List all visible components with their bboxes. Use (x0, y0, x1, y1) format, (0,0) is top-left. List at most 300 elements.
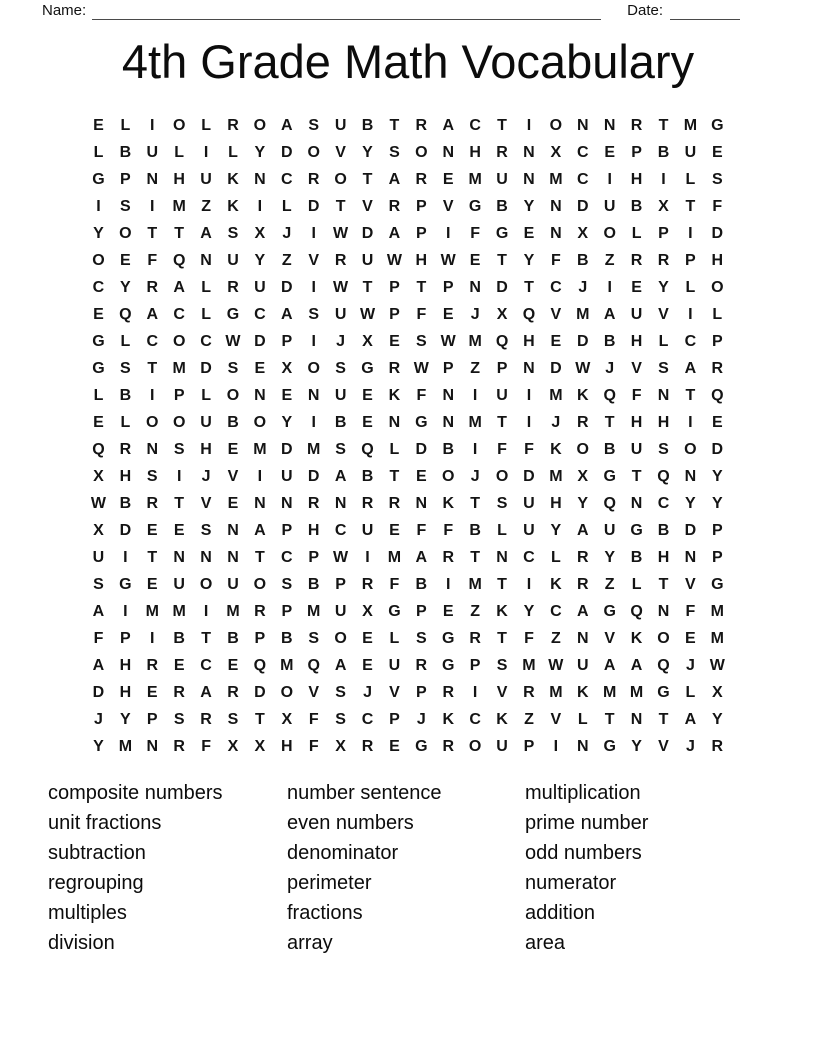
grid-letter: R (523, 684, 535, 701)
grid-letter: X (93, 522, 104, 539)
grid-letter: J (363, 684, 372, 701)
grid-letter: S (335, 360, 346, 377)
grid-letter: D (254, 333, 266, 350)
grid-letter: I (123, 603, 128, 620)
grid-letter: S (308, 630, 320, 647)
grid-letter: Q (495, 333, 509, 350)
grid-letter: N (442, 387, 455, 404)
grid-letter: S (227, 711, 239, 728)
grid-letter: T (524, 279, 534, 296)
grid-letter: W (359, 306, 376, 323)
grid-letter: Y (685, 495, 696, 512)
grid-letter: U (496, 738, 508, 755)
grid-letter: P (120, 171, 131, 188)
grid-letter: P (631, 144, 642, 161)
grid-letter: Y (631, 738, 642, 755)
grid-letter: I (150, 198, 155, 215)
grid-letter: Q (657, 468, 670, 485)
grid-letter: E (93, 117, 104, 134)
grid-letter: I (446, 576, 451, 593)
grid-letter: N (550, 198, 562, 215)
grid-letter: O (92, 252, 105, 269)
grid-letter: F (308, 738, 319, 755)
grid-letter: P (711, 333, 723, 350)
grid-letter: N (523, 171, 535, 188)
grid-letter: G (603, 738, 616, 755)
grid-letter: P (281, 333, 293, 350)
grid-letter: F (147, 252, 158, 269)
grid-letter: T (147, 549, 158, 566)
grid-letter: Z (604, 252, 615, 269)
grid-letter: W (333, 279, 349, 296)
grid-letter: P (523, 738, 535, 755)
grid-letter: C (361, 711, 374, 728)
grid-letter: N (146, 738, 159, 755)
grid-letter: U (603, 522, 616, 539)
grid-letter: D (307, 468, 320, 485)
grid-letter: M (118, 738, 133, 755)
grid-letter: I (607, 171, 612, 188)
grid-letter: F (685, 603, 696, 620)
grid-letter: E (711, 414, 723, 431)
grid-letter: P (281, 603, 293, 620)
grid-letter: L (685, 684, 696, 701)
word-list-item: regrouping (48, 871, 144, 894)
grid-letter: V (604, 630, 615, 647)
grid-letter: L (120, 333, 131, 350)
grid-letter: Z (524, 711, 534, 728)
grid-letter: P (496, 360, 508, 377)
grid-letter: G (442, 657, 455, 674)
grid-letter: B (227, 414, 239, 431)
grid-letter: Y (523, 603, 535, 620)
grid-letter: B (281, 630, 293, 647)
grid-letter: H (415, 252, 428, 269)
date-label: Date: (627, 2, 663, 19)
grid-letter: T (416, 279, 427, 296)
grid-letter: P (658, 225, 669, 242)
grid-letter: J (551, 414, 561, 431)
grid-letter: D (307, 198, 320, 215)
grid-letter: U (630, 441, 643, 458)
grid-row (85, 706, 731, 733)
grid-letter: P (685, 252, 696, 269)
grid-letter: E (415, 468, 427, 485)
grid-letter: W (440, 252, 456, 269)
grid-letter: R (146, 657, 159, 674)
grid-letter: U (684, 144, 697, 161)
grid-letter: T (497, 414, 507, 431)
grid-letter: U (227, 252, 239, 269)
grid-letter: E (146, 576, 158, 593)
grid-letter: H (469, 144, 481, 161)
grid-letter: E (120, 252, 131, 269)
grid-letter: O (415, 144, 428, 161)
grid-letter: T (470, 495, 481, 512)
grid-letter: V (658, 306, 669, 323)
word-list-item: perimeter (287, 871, 372, 894)
grid-letter: S (335, 711, 346, 728)
grid-letter: R (146, 495, 159, 512)
grid-letter: M (468, 576, 482, 593)
grid-row (85, 166, 731, 193)
grid-letter: H (657, 414, 670, 431)
grid-letter: A (684, 360, 697, 377)
grid-letter: Y (93, 738, 104, 755)
grid-letter: I (526, 414, 532, 431)
grid-letter: I (150, 387, 155, 404)
grid-letter: B (361, 117, 374, 134)
grid-letter: R (576, 549, 589, 566)
grid-letter: O (172, 333, 186, 350)
grid-letter: X (93, 468, 104, 485)
grid-letter: E (173, 522, 185, 539)
grid-letter: E (362, 387, 373, 404)
grid-letter: E (227, 657, 239, 674)
grid-letter: S (335, 684, 346, 701)
grid-letter: O (172, 117, 186, 134)
grid-letter: G (226, 306, 240, 323)
grid-letter: S (227, 225, 239, 242)
grid-letter: P (120, 630, 131, 647)
grid-letter: E (604, 144, 615, 161)
grid-letter: V (389, 684, 400, 701)
grid-letter: X (362, 333, 373, 350)
grid-letter: D (281, 279, 293, 296)
grid-letter: L (389, 630, 400, 647)
grid-letter: O (307, 360, 320, 377)
grid-letter: U (200, 171, 212, 188)
grid-letter: D (576, 198, 589, 215)
grid-letter: V (308, 684, 320, 701)
grid-letter: C (469, 117, 481, 134)
grid-letter: R (227, 117, 239, 134)
grid-letter: Y (604, 549, 615, 566)
grid-letter: P (442, 360, 454, 377)
grid-letter: O (146, 414, 159, 431)
grid-letter: O (253, 117, 267, 134)
grid-letter: J (685, 657, 695, 674)
grid-letter: I (123, 549, 128, 566)
grid-letter: U (281, 468, 293, 485)
grid-letter: O (684, 441, 697, 458)
grid-letter: I (607, 279, 612, 296)
grid-letter: W (440, 333, 456, 350)
grid-letter: R (227, 684, 239, 701)
grid-letter: X (362, 603, 373, 620)
grid-letter: G (711, 117, 724, 134)
grid-letter: T (389, 468, 400, 485)
grid-letter: W (548, 657, 564, 674)
grid-letter: R (576, 414, 589, 431)
grid-letter: N (684, 549, 697, 566)
grid-letter: C (469, 711, 481, 728)
grid-letter: M (683, 117, 698, 134)
grid-row (85, 193, 731, 220)
grid-letter: U (334, 306, 347, 323)
grid-letter: V (658, 738, 669, 755)
grid-letter: U (630, 306, 643, 323)
grid-letter: L (228, 144, 238, 161)
grid-letter: E (227, 441, 239, 458)
grid-letter: L (120, 414, 131, 431)
grid-letter: L (631, 225, 642, 242)
grid-letter: Z (201, 198, 211, 215)
grid-letter: F (443, 522, 454, 539)
grid-letter: P (173, 387, 185, 404)
grid-letter: N (173, 549, 185, 566)
word-list-item: subtraction (48, 841, 146, 864)
grid-letter: I (472, 684, 478, 701)
grid-letter: S (173, 441, 185, 458)
grid-letter: T (174, 225, 185, 242)
grid-row (85, 301, 731, 328)
grid-letter: E (685, 630, 696, 647)
grid-letter: E (442, 171, 454, 188)
grid-letter: U (173, 576, 185, 593)
grid-letter: K (442, 495, 455, 512)
grid-letter: X (254, 225, 266, 242)
grid-letter: Z (550, 630, 561, 647)
word-list-item: even numbers (287, 811, 414, 834)
grid-letter: B (442, 441, 455, 458)
grid-letter: S (496, 657, 508, 674)
grid-letter: J (336, 333, 346, 350)
word-list-item: array (287, 931, 333, 954)
grid-letter: Y (523, 198, 535, 215)
grid-row (85, 355, 731, 382)
grid-letter: V (496, 684, 508, 701)
grid-letter: H (630, 171, 643, 188)
grid-letter: R (711, 360, 724, 377)
grid-letter: N (281, 495, 293, 512)
grid-letter: F (201, 738, 211, 755)
grid-letter: R (361, 738, 374, 755)
grid-letter: O (468, 738, 482, 755)
grid-letter: N (657, 603, 670, 620)
grid-letter: O (172, 414, 186, 431)
grid-letter: D (281, 144, 293, 161)
grid-letter: M (468, 171, 482, 188)
grid-letter: O (603, 225, 616, 242)
grid-letter: M (549, 171, 563, 188)
grid-letter: E (523, 225, 535, 242)
grid-letter: P (281, 522, 293, 539)
grid-row (85, 247, 731, 274)
grid-letter: Q (711, 387, 724, 404)
grid-letter: X (658, 198, 669, 215)
grid-letter: B (630, 549, 643, 566)
grid-letter: N (388, 414, 401, 431)
grid-letter: G (495, 225, 509, 242)
grid-letter: T (362, 279, 373, 296)
grid-letter: P (389, 711, 400, 728)
grid-letter: T (174, 495, 185, 512)
grid-letter: J (470, 306, 480, 323)
grid-letter: P (415, 198, 427, 215)
grid-letter: C (254, 306, 266, 323)
grid-letter: X (281, 360, 293, 377)
grid-letter: E (93, 306, 104, 323)
grid-letter: C (550, 279, 562, 296)
word-list-item: addition (525, 901, 596, 924)
grid-letter: I (553, 738, 559, 755)
grid-letter: T (497, 252, 507, 269)
word-list (48, 779, 648, 958)
grid-letter: A (334, 657, 347, 674)
grid-letter: O (549, 117, 563, 134)
grid-letter: U (334, 117, 347, 134)
grid-letter: T (658, 711, 669, 728)
grid-letter: U (361, 252, 374, 269)
grid-letter: R (119, 441, 132, 458)
grid-letter: S (415, 630, 427, 647)
grid-letter: Q (307, 657, 320, 674)
grid-letter: B (415, 576, 428, 593)
grid-letter: Q (119, 306, 132, 323)
grid-letter: V (308, 252, 320, 269)
grid-row (85, 733, 731, 760)
grid-letter: B (173, 630, 185, 647)
grid-letter: O (334, 171, 347, 188)
grid-letter: M (280, 657, 294, 674)
grid-letter: L (577, 711, 588, 728)
grid-letter: P (335, 576, 346, 593)
grid-letter: R (227, 279, 239, 296)
grid-letter: G (603, 603, 616, 620)
grid-letter: N (523, 360, 535, 377)
grid-letter: A (576, 603, 589, 620)
grid-letter: J (201, 468, 211, 485)
grid-letter: C (550, 603, 562, 620)
word-list-item: unit fractions (48, 811, 162, 834)
grid-letter: F (631, 387, 642, 404)
grid-letter: X (496, 306, 508, 323)
grid-letter: G (415, 738, 428, 755)
grid-letter: O (495, 468, 509, 485)
grid-letter: A (415, 549, 428, 566)
grid-letter: T (604, 711, 615, 728)
grid-letter: Y (93, 225, 104, 242)
grid-letter: C (173, 306, 185, 323)
grid-letter: M (226, 603, 240, 620)
grid-letter: D (711, 441, 724, 458)
grid-letter: T (685, 198, 696, 215)
grid-letter: N (307, 387, 320, 404)
grid-letter: H (119, 657, 132, 674)
grid-letter: N (684, 468, 697, 485)
grid-letter: A (630, 657, 643, 674)
grid-letter: Q (253, 657, 267, 674)
grid-letter: C (334, 522, 347, 539)
grid-letter: L (631, 576, 642, 593)
grid-letter: N (254, 171, 266, 188)
grid-letter: L (201, 117, 211, 134)
grid-letter: R (307, 171, 320, 188)
grid-letter: V (685, 576, 696, 593)
grid-letter: L (389, 441, 400, 458)
grid-letter: T (255, 549, 265, 566)
grid-letter: C (576, 144, 589, 161)
grid-letter: T (658, 576, 669, 593)
grid-letter: M (145, 603, 159, 620)
grid-letter: Q (603, 495, 616, 512)
grid-letter: G (711, 576, 724, 593)
grid-letter: Q (172, 252, 186, 269)
grid-letter: N (442, 414, 455, 431)
grid-letter: T (497, 117, 507, 134)
word-list-item: composite numbers (48, 782, 223, 804)
grid-letter: H (119, 684, 132, 701)
name-date-row (42, 2, 740, 20)
grid-letter: X (711, 684, 723, 701)
grid-letter: R (361, 495, 374, 512)
grid-letter: L (93, 387, 104, 404)
grid-letter: R (173, 684, 185, 701)
grid-letter: G (361, 360, 374, 377)
grid-letter: O (576, 441, 589, 458)
grid-letter: R (576, 576, 589, 593)
grid-letter: K (630, 630, 643, 647)
grid-letter: U (496, 387, 508, 404)
grid-letter: G (119, 576, 132, 593)
grid-letter: I (365, 549, 370, 566)
grid-letter: Z (604, 576, 615, 593)
grid-letter: S (281, 576, 293, 593)
grid-letter: A (146, 306, 159, 323)
grid-letter: J (94, 711, 103, 728)
grid-row (85, 436, 731, 463)
grid-letter: M (172, 198, 186, 215)
grid-letter: D (92, 684, 105, 701)
grid-letter: T (631, 468, 642, 485)
grid-letter: P (415, 225, 427, 242)
grid-letter: E (389, 522, 400, 539)
grid-letter: H (200, 441, 212, 458)
grid-letter: S (227, 360, 239, 377)
grid-letter: M (468, 414, 482, 431)
grid-letter: J (282, 225, 292, 242)
grid-letter: M (549, 387, 563, 404)
date-blank-line (670, 4, 740, 20)
grid-row (85, 679, 731, 706)
grid-letter: V (227, 468, 239, 485)
grid-letter: M (576, 306, 590, 323)
grid-letter: H (657, 549, 670, 566)
grid-letter: B (603, 441, 616, 458)
word-list-column (48, 779, 287, 958)
grid-letter: F (524, 630, 534, 647)
grid-letter: Z (470, 360, 481, 377)
grid-letter: A (200, 225, 212, 242)
grid-letter: B (361, 468, 374, 485)
grid-letter: L (497, 522, 507, 539)
grid-letter: L (93, 144, 104, 161)
grid-letter: N (576, 738, 589, 755)
grid-letter: P (415, 684, 427, 701)
word-list-item: numerator (525, 871, 617, 894)
word-search-grid (85, 112, 731, 760)
grid-letter: M (172, 360, 186, 377)
grid-letter: R (496, 144, 508, 161)
grid-row (85, 544, 731, 571)
grid-letter: E (146, 684, 158, 701)
grid-letter: F (712, 198, 723, 215)
grid-letter: G (415, 414, 428, 431)
word-list-item: number sentence (287, 782, 442, 804)
grid-letter: I (526, 117, 532, 134)
grid-letter: X (335, 738, 346, 755)
